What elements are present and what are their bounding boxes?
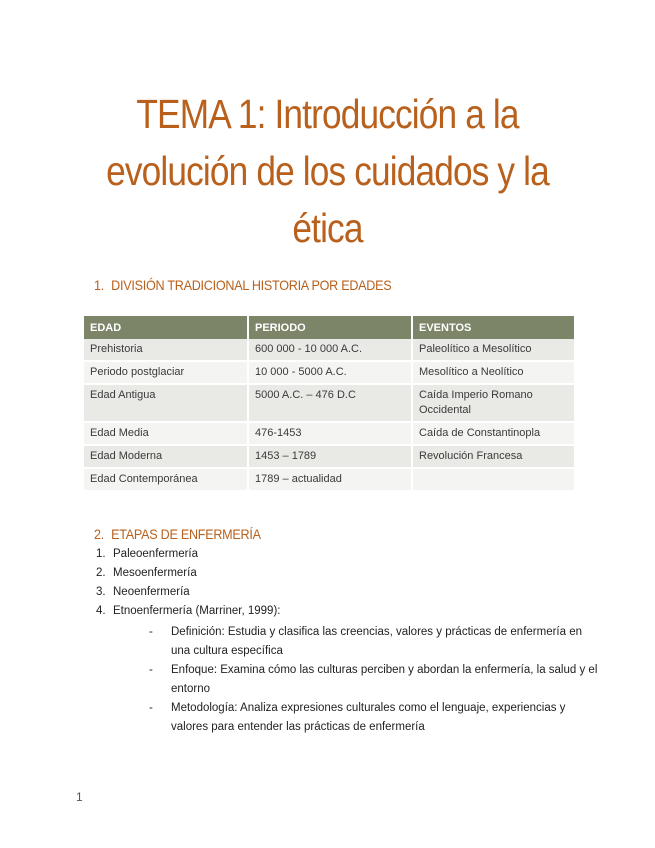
cell-periodo: 600 000 - 10 000 A.C. xyxy=(248,339,412,361)
list-item xyxy=(96,583,596,602)
section-1-title: DIVISIÓN TRADICIONAL HISTORIA POR EDADES xyxy=(111,277,392,293)
table-row xyxy=(84,384,574,422)
cell-edad: Edad Antigua xyxy=(84,384,248,422)
table-row xyxy=(84,445,574,468)
title-line-1: TEMA 1: Introducción a la xyxy=(136,91,519,137)
cell-eventos: Mesolítico a Neolítico xyxy=(412,361,574,384)
section-2-title: ETAPAS DE ENFERMERÍA xyxy=(111,526,261,542)
cell-edad: Edad Moderna xyxy=(84,445,248,468)
list-item-number: 1. xyxy=(96,548,106,560)
section-1-number: 1. xyxy=(94,277,104,293)
cell-periodo: 1789 – actualidad xyxy=(248,468,412,491)
cell-eventos xyxy=(412,468,574,491)
header-edad: EDAD xyxy=(84,316,248,339)
table-row xyxy=(84,468,574,491)
list-item-text: Mesoenfermería xyxy=(113,567,197,579)
cell-periodo: 1453 – 1789 xyxy=(248,445,412,468)
cell-edad: Edad Contemporánea xyxy=(84,468,248,491)
cell-periodo: 476-1453 xyxy=(248,422,412,445)
page-number: 1 xyxy=(76,790,83,804)
dash-bullet: - xyxy=(149,626,153,638)
table-row xyxy=(84,339,574,361)
title-line-3: ética xyxy=(292,205,363,251)
list-item-text: Neoenfermería xyxy=(113,586,190,598)
list-item-number: 4. xyxy=(96,605,106,617)
sub-list-item xyxy=(149,623,601,661)
nursing-stages-list xyxy=(96,545,596,737)
cell-eventos: Paleolítico a Mesolítico xyxy=(412,339,574,361)
cell-eventos: Revolución Francesa xyxy=(412,445,574,468)
list-item xyxy=(96,602,596,737)
dash-bullet: - xyxy=(149,702,153,714)
list-item-number: 3. xyxy=(96,586,106,598)
section-2-number: 2. xyxy=(94,526,104,542)
list-item-text: Paleoenfermería xyxy=(113,548,199,560)
header-eventos: EVENTOS xyxy=(412,316,574,339)
table-header-row xyxy=(84,316,574,339)
list-item xyxy=(96,564,596,583)
sub-list-item xyxy=(149,699,601,737)
title-line-2: evolución de los cuidados y la xyxy=(106,148,549,194)
cell-eventos: Caída de Constantinopla xyxy=(412,422,574,445)
eras-table xyxy=(84,316,574,492)
cell-periodo: 5000 A.C. – 476 D.C xyxy=(248,384,412,422)
cell-periodo: 10 000 - 5000 A.C. xyxy=(248,361,412,384)
table-row xyxy=(84,361,574,384)
cell-edad: Edad Media xyxy=(84,422,248,445)
list-item-number: 2. xyxy=(96,567,106,579)
list-item xyxy=(96,545,596,564)
sub-list-item-text: Metodología: Analiza expresiones culturales como el lenguaje, experiencias y valores para entender las prácticas de enfermería xyxy=(171,702,566,733)
sub-list-item xyxy=(149,661,601,699)
page-title xyxy=(80,86,575,257)
header-periodo: PERIODO xyxy=(248,316,412,339)
sub-list-item-text: Enfoque: Examina cómo las culturas perciben y abordan la enfermería, la salud y el entorno xyxy=(171,664,598,695)
sub-list-item-text: Definición: Estudia y clasifica las creencias, valores y prácticas de enfermería en una cultura específica xyxy=(171,626,582,657)
cell-eventos: Caída Imperio Romano Occidental xyxy=(412,384,574,422)
etnoenfermeria-sublist xyxy=(113,623,596,737)
list-item-text: Etnoenfermería (Marriner, 1999): xyxy=(113,605,281,617)
dash-bullet: - xyxy=(149,664,153,676)
cell-edad: Periodo postglaciar xyxy=(84,361,248,384)
section-2-heading xyxy=(94,526,261,542)
section-1-heading xyxy=(94,277,391,293)
cell-edad: Prehistoria xyxy=(84,339,248,361)
table-row xyxy=(84,422,574,445)
